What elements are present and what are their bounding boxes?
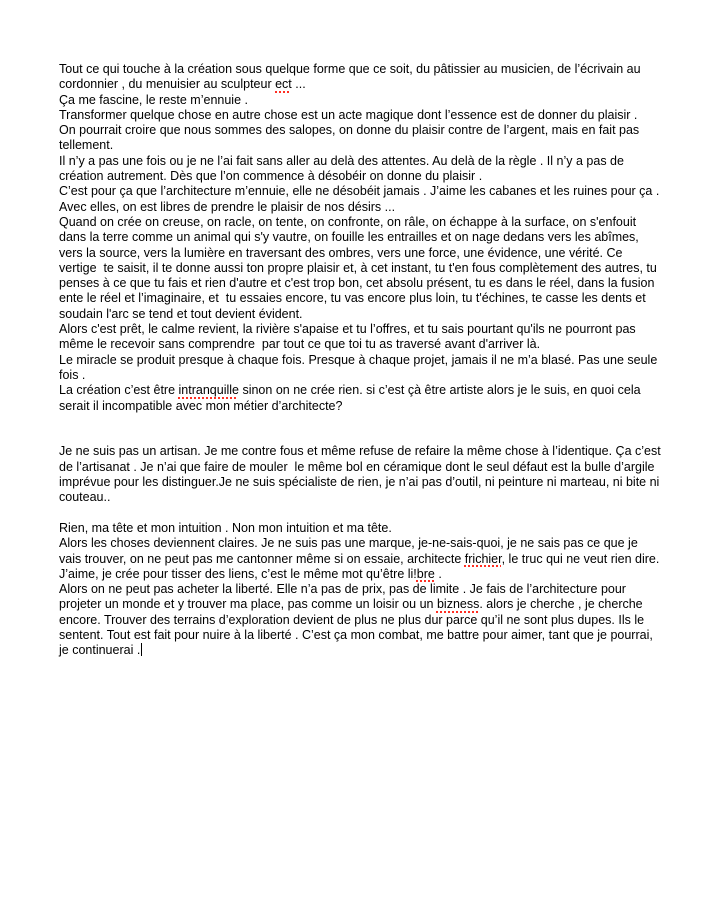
text-run: Rien, ma tête et mon intuition . Non mon intuition et ma tête. [59, 520, 392, 535]
paragraph[interactable] [59, 444, 665, 505]
paragraph[interactable] [59, 62, 661, 93]
text-run: La création c’est être [59, 383, 179, 398]
text-run: C’est pour ça que l’architecture m’ennuie, elle ne désobéit jamais . J’aime les cabanes et les ruines pour ça . Avec elles, on est libres de prendre le plaisir de nos désirs ... [59, 184, 663, 214]
text-run: Alors c'est prêt, le calme revient, la rivière s'apaise et tu l’offres, et tu sais pourtant qu'ils ne pourront pas même le recevoir sans comprendre par tout ce que toi tu as traversé avant d'arriver là. [59, 322, 640, 352]
paragraph[interactable] [59, 582, 661, 658]
text-caret [141, 643, 142, 656]
text-run: Alors on ne peut pas acheter la liberté. Elle n’a pas de prix, pas de limite . Je fais de l’architecture pour projeter un monde et y trouver ma place, pas comme un loisir ou un [59, 582, 630, 612]
misspelled-word: frichier [464, 551, 502, 566]
text-document[interactable] [59, 62, 665, 659]
paragraph[interactable] [59, 215, 661, 322]
text-run: Ça me fascine, le reste m’ennuie . [59, 92, 248, 107]
text-run: ... [291, 77, 306, 92]
text-run: sinon on ne crée rien. si c’est çà être artiste alors je le suis, en quoi cela serait il incompatible avec mon métier d’architecte? [59, 383, 645, 413]
text-run: On pourrait croire que nous sommes des salopes, on donne du plaisir contre de l’argent, mais en fait pas tellement. [59, 123, 643, 153]
paragraph[interactable] [59, 521, 661, 536]
text-run: Tout ce qui touche à la création sous quelque forme que ce soit, du pâtissier au musicien, de l’écrivain au cordonnier , du menuisier au sculpteur [59, 62, 645, 92]
text-run: , le truc qui ne veut rien dire. J’aime, je crée pour tisser des liens, c’est le même mot qu’être li! [59, 551, 663, 581]
text-run: Transformer quelque chose en autre chose est un acte magique dont l’essence est de donner du plaisir . [59, 107, 638, 122]
misspelled-word: bre [416, 566, 435, 581]
misspelled-word: bizness [436, 597, 480, 612]
text-run: . [434, 566, 442, 581]
text-run: Il n’y a pas une fois ou je ne l’ai fait sans aller au delà des attentes. Au delà de la règle . Il n’y a pas de création autrement. Dès que l’on commence à désobéir on donne du plaisir . [59, 153, 628, 184]
paragraph[interactable] [59, 322, 661, 353]
paragraph[interactable] [59, 383, 661, 414]
paragraph[interactable] [59, 123, 661, 154]
text-run: Quand on crée on creuse, on racle, on tente, on confronte, on râle, on échappe à la surface, on s'enfouit dans la terre comme un animal qui s'y vautre, on fouille les entrailles et on nage dedans vers les abîmes, vers la source, vers la lumière en traversant des ombres, vers une force, une évidence, une vérité. Ce vertige te saisit, il te donne aussi ton propre plaisir et, à cet instant, tu t'en fous complètement des autres, tu penses à ce que tu fais et rien d'autre et c'est trop bon, cet absolu présent, tu es dans le réel, dans la fusion ente le réel et l’imaginaire, et tu essaies encore, tu vas encore plus loin, tu t'échines, te casse les dents et soudain l'arc se tend et tout devient évident. [59, 214, 661, 321]
paragraph[interactable] [59, 184, 661, 215]
paragraph[interactable] [59, 154, 661, 185]
blank-line[interactable] [59, 429, 661, 444]
paragraph[interactable] [59, 353, 661, 384]
text-run: Le miracle se produit presque à chaque fois. Presque à chaque projet, jamais il ne m’a blasé. Pas une seule fois . [59, 352, 661, 382]
blank-line[interactable] [59, 414, 661, 429]
text-run: . alors je cherche , je cherche encore. Trouver des terrains d’exploration devient de plus ne plus dur parce qu’il ne sont plus dupes. Ils le sentent. Tout est fait pour nuire à la liberté . C’est ça mon combat, me battre pour aimer, tant que je pourrai, je continuerai . [59, 597, 657, 658]
text-run: Je ne suis pas un artisan. Je me contre fous et même refuse de refaire la même chose à l’identique. Ça c’est de l’artisanat . Je n’ai que faire de mouler le même bol en céramique dont le seul défaut est la bulle d’argile imprévue pour les distinguer.Je ne suis spécialiste de rien, je n’ai pas d’outil, ni peinture ni marteau, ni bite ni couteau.. [59, 444, 665, 505]
paragraph[interactable] [59, 93, 661, 108]
blank-line[interactable] [59, 506, 661, 521]
text-run: Alors les choses deviennent claires. Je ne suis pas une marque, je-ne-sais-quoi, je ne sais pas ce que je vais trouver, on ne peut pas me cantonner même si on essaie, architecte [59, 536, 642, 566]
paragraph[interactable] [59, 536, 661, 582]
misspelled-word: ect [275, 77, 292, 92]
misspelled-word: intranquille [178, 383, 239, 398]
paragraph[interactable] [59, 108, 661, 123]
